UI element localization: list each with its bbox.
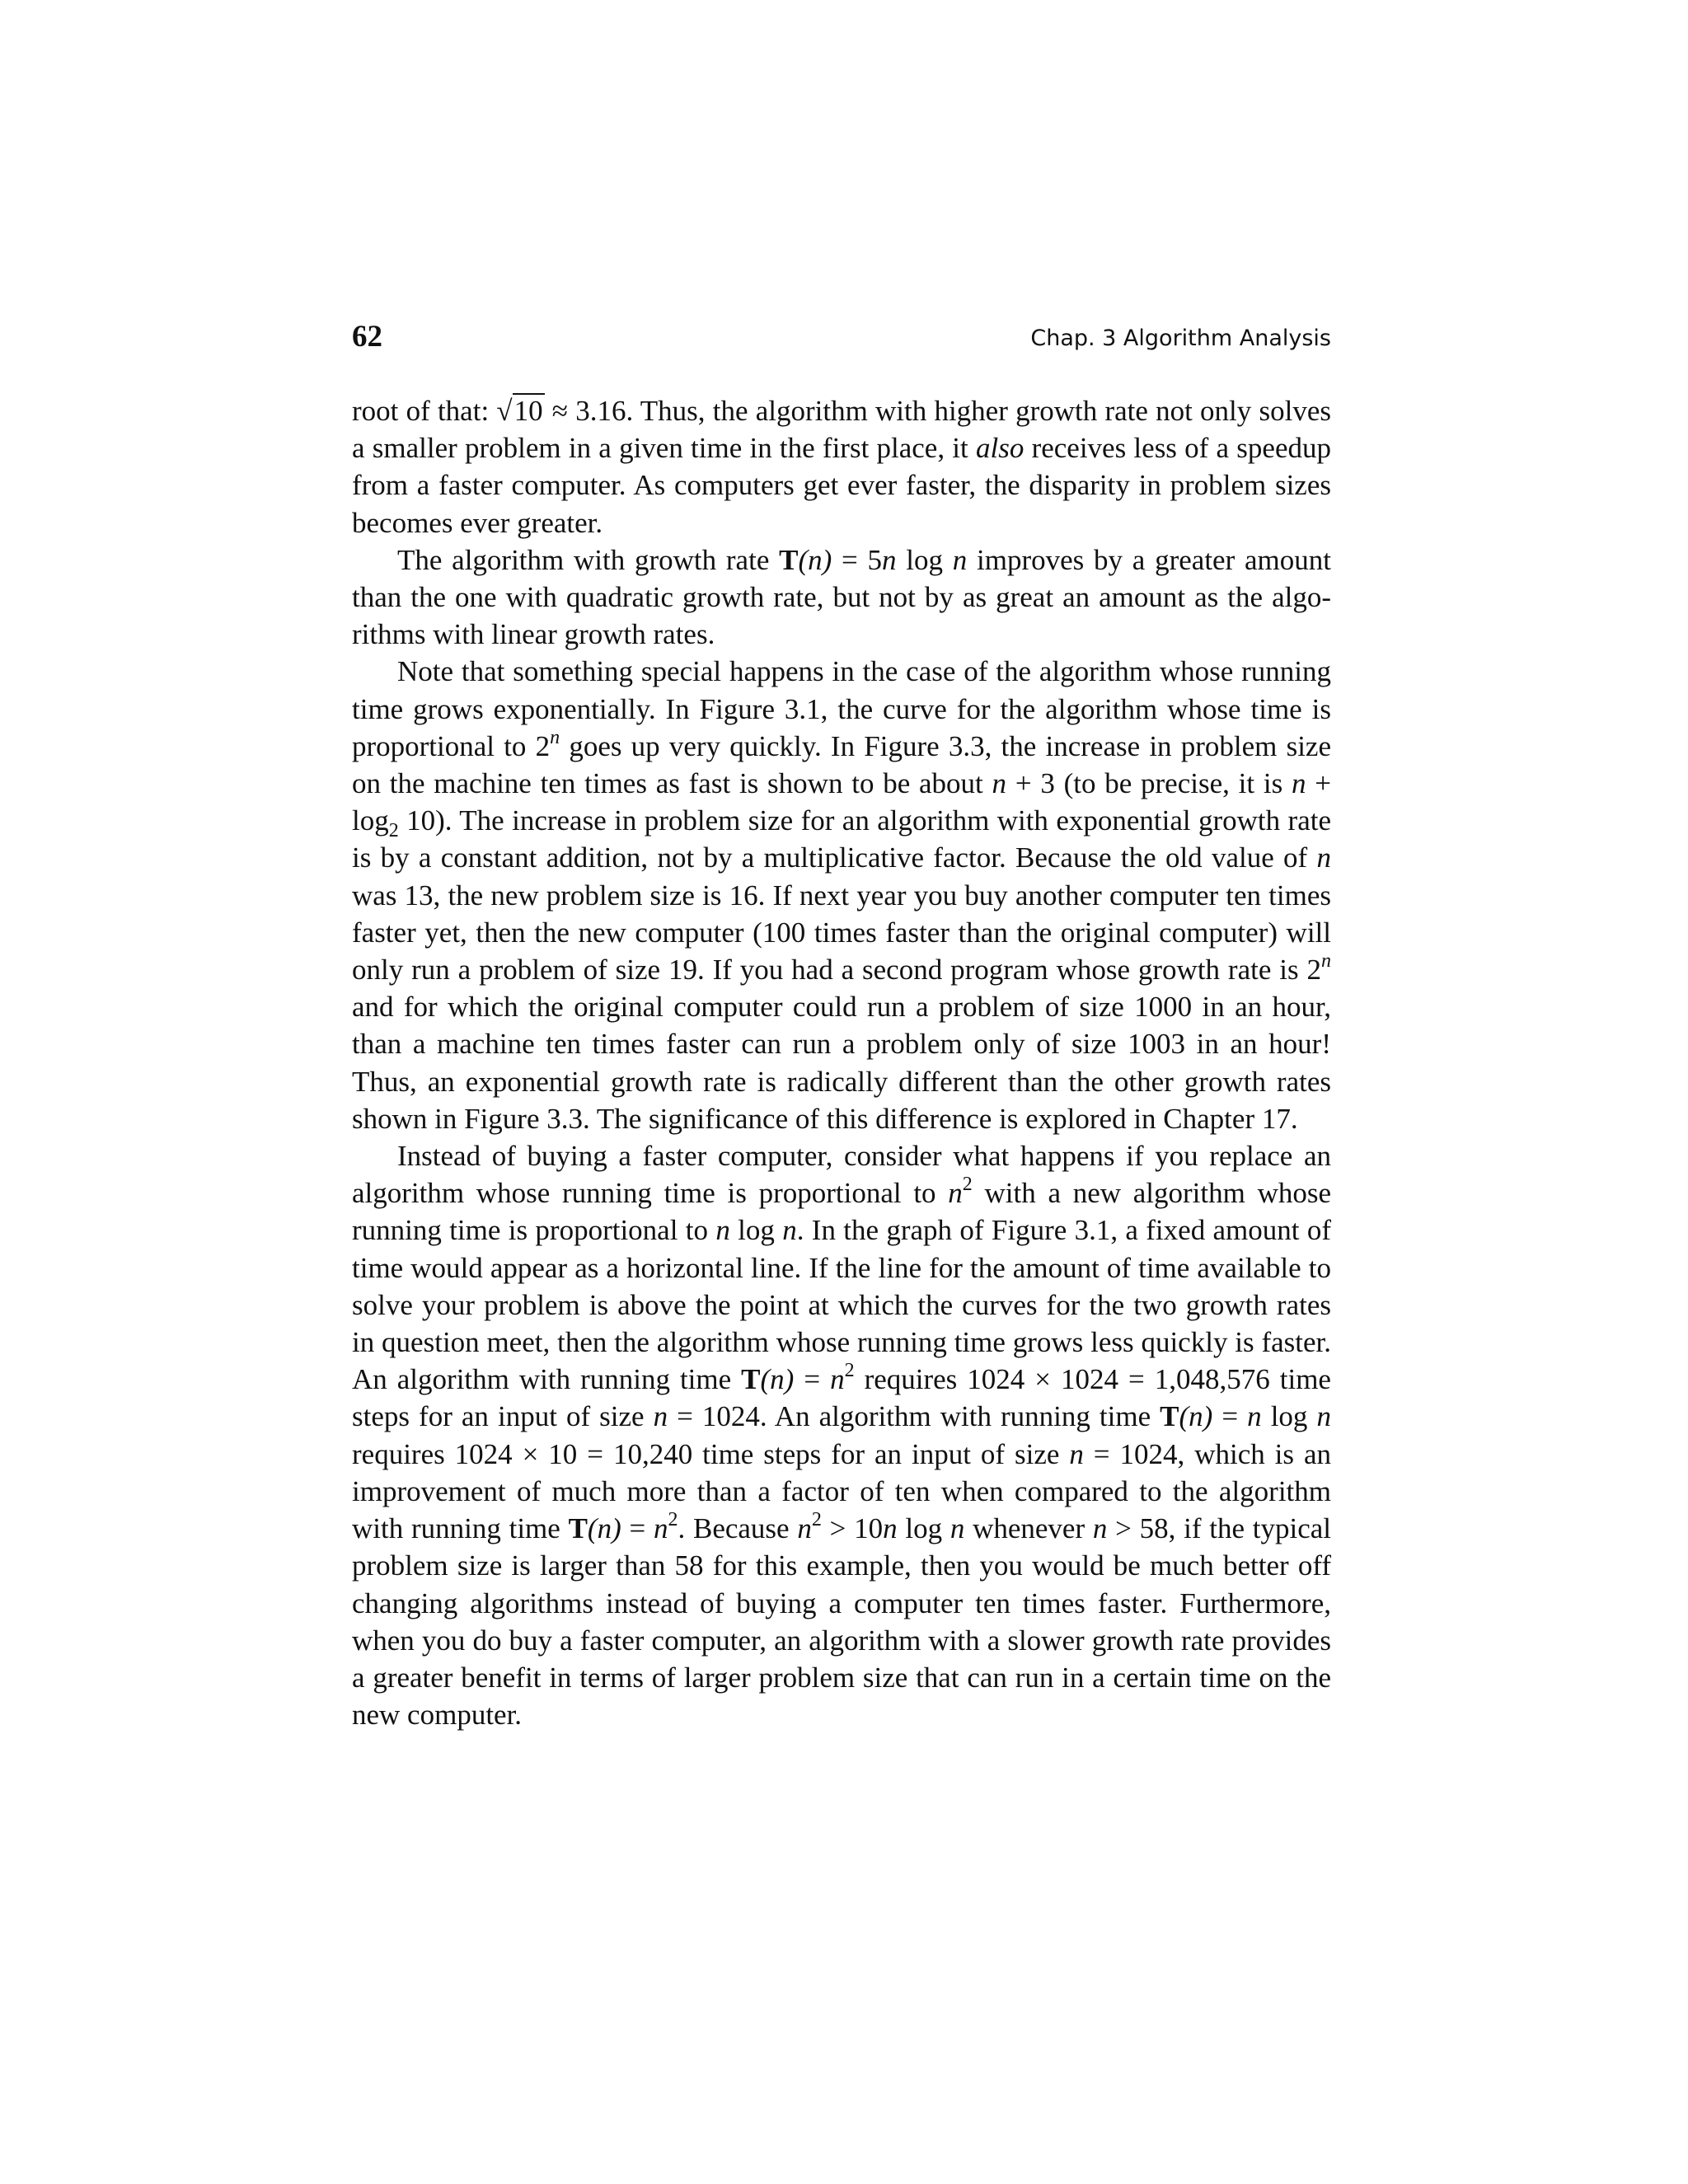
- text-run: and for which the original computer could run a problem of size 1000 in an hour, than a machine ten times faster can run a problem only of size 1003 in an hour! Thus, an exponential growth rate is radically different than the other growth rates shown in Figure 3.3. The significance of this difference is explored in Chapter 17.: [352, 991, 1331, 1135]
- math-op: > 10: [821, 1512, 884, 1545]
- math-var: n: [1316, 841, 1331, 874]
- paragraph-2: [352, 541, 1331, 654]
- text-run: . Because: [678, 1512, 798, 1545]
- math-T: T: [568, 1512, 588, 1545]
- text-run: goes up very quickly. In Figure 3.3, the increase in problem size on the machine ten times as fast is shown to be about: [352, 729, 1331, 800]
- math-var: n: [882, 543, 897, 576]
- text-run: = 1024, which is an improvement of much more than a factor of ten when compared to the algorithm with running time: [352, 1437, 1332, 1545]
- text-run: with a new algorithm whose running time is proportional to: [352, 1177, 1331, 1247]
- math-op: = 5: [832, 543, 883, 576]
- math-var: (n): [587, 1512, 621, 1545]
- radical-sign: √: [496, 395, 513, 427]
- text-run: improves by a greater amount than the one with quadratic growth rate, but not by as great an amount as the algo-rithms with linear growth rates.: [352, 543, 1331, 651]
- text-run: Note that something special happens in the case of the algorithm whose running time grows exponentially. In Figure 3.1, the curve for the algorithm whose time is proportional to 2: [352, 655, 1331, 762]
- running-head: Chap. 3 Algorithm Analysis: [1030, 326, 1331, 351]
- page-number: 62: [352, 320, 382, 354]
- math-var: n: [948, 1177, 963, 1210]
- text-run: > 58, if the typical problem size is larger than 58 for this example, then you would be much better off changing algorithms instead of buying a computer ten times faster. Furthermore, when you do buy a faster computer, an algorithm with a slower growth rate provides a greater benefit in terms of larger problem size that can run in a certain time on the new computer.: [352, 1512, 1331, 1732]
- emphasis: also: [975, 432, 1025, 465]
- math-var: n: [1092, 1512, 1108, 1545]
- text-run: = 1024. An algorithm with running time: [668, 1400, 1160, 1433]
- text-run: Instead of buying a faster computer, consider what happens if you replace an algorithm whose running time is proportional to: [352, 1140, 1331, 1210]
- math-T: T: [741, 1363, 761, 1396]
- math-var: n: [950, 1512, 965, 1545]
- math-var: n: [992, 767, 1007, 800]
- math-log: + log: [352, 767, 1331, 837]
- math-var: n: [653, 1400, 668, 1433]
- math-var: n: [1247, 1400, 1262, 1433]
- math-var: n: [883, 1512, 898, 1545]
- math-var: n: [1069, 1437, 1084, 1470]
- math-exponent: 2: [811, 1509, 822, 1531]
- text-run: was 13, the new problem size is 16. If next year you buy another computer ten times faster yet, then the new computer (100 times faster than the original computer) will only run a problem of size 19. If you had a second program whose growth rate is 2: [352, 879, 1331, 987]
- math-T: T: [779, 543, 799, 576]
- math-exponent: 2: [668, 1509, 678, 1531]
- body-text: [352, 392, 1331, 1733]
- math-var: n: [797, 1512, 812, 1545]
- math-var: n: [653, 1512, 668, 1545]
- math-log: log: [897, 1512, 950, 1545]
- radicand: 10: [513, 395, 543, 427]
- math-T: T: [1160, 1400, 1179, 1433]
- text-run: whenever: [964, 1512, 1093, 1545]
- math-exponent: n: [1321, 950, 1331, 972]
- math-exponent: n: [550, 726, 560, 748]
- math-log: log: [896, 543, 953, 576]
- math-var: (n): [760, 1363, 795, 1396]
- text-run: 10). The increase in problem size for an algorithm with exponential growth rate is by a constant addition, not by a multiplicative factor. Because the old value of: [352, 804, 1331, 874]
- math-log: log: [1261, 1400, 1317, 1433]
- math-var: n: [952, 543, 968, 576]
- paragraph-4: [352, 1137, 1331, 1733]
- math-op: =: [621, 1512, 654, 1545]
- page-header: [352, 320, 1331, 361]
- math-var: n: [830, 1363, 845, 1396]
- math-var: (n): [798, 543, 832, 576]
- math-subscript: 2: [388, 820, 399, 842]
- paragraph-1: [352, 392, 1331, 541]
- math-var: n: [1291, 767, 1306, 800]
- paragraph-3: [352, 653, 1331, 1137]
- math-var: (n): [1179, 1400, 1213, 1433]
- text-run: requires 1024 × 1024 = 1,048,576 time steps for an input of size: [352, 1363, 1331, 1433]
- math-log: log: [729, 1214, 783, 1247]
- text-run: receives less of a speedup from a faster computer. As computers get ever faster, the disparity in problem sizes becomes ever greater.: [352, 432, 1331, 539]
- math-var: n: [782, 1214, 797, 1247]
- math-var: n: [715, 1214, 730, 1247]
- text-run: root of that:: [352, 395, 497, 427]
- text-run: + 3 (to be precise, it is: [1006, 767, 1292, 800]
- math-op: =: [1212, 1400, 1248, 1433]
- text-run: The algorithm with growth rate: [397, 543, 780, 576]
- math-op: =: [794, 1363, 831, 1396]
- text-run: requires 1024 × 10 = 10,240 time steps for an input of size: [352, 1437, 1070, 1470]
- math-exponent: 2: [962, 1174, 973, 1196]
- math-exponent: 2: [844, 1360, 855, 1382]
- math-var: n: [1316, 1400, 1331, 1433]
- sqrt-expression: [496, 392, 544, 429]
- text-run: ≈ 3.16. Thus, the algorithm with higher growth rate not only solves a smaller problem in a given time in the first place, it: [352, 395, 1331, 465]
- text-run: . In the graph of Figure 3.1, a fixed amount of time would appear as a horizontal line. If the line for the amount of time available to solve your problem is above the point at which the curves for the two growth rates in question meet, then the algorithm whose running time grows less quickly is faster. An algorithm with running time: [352, 1214, 1331, 1396]
